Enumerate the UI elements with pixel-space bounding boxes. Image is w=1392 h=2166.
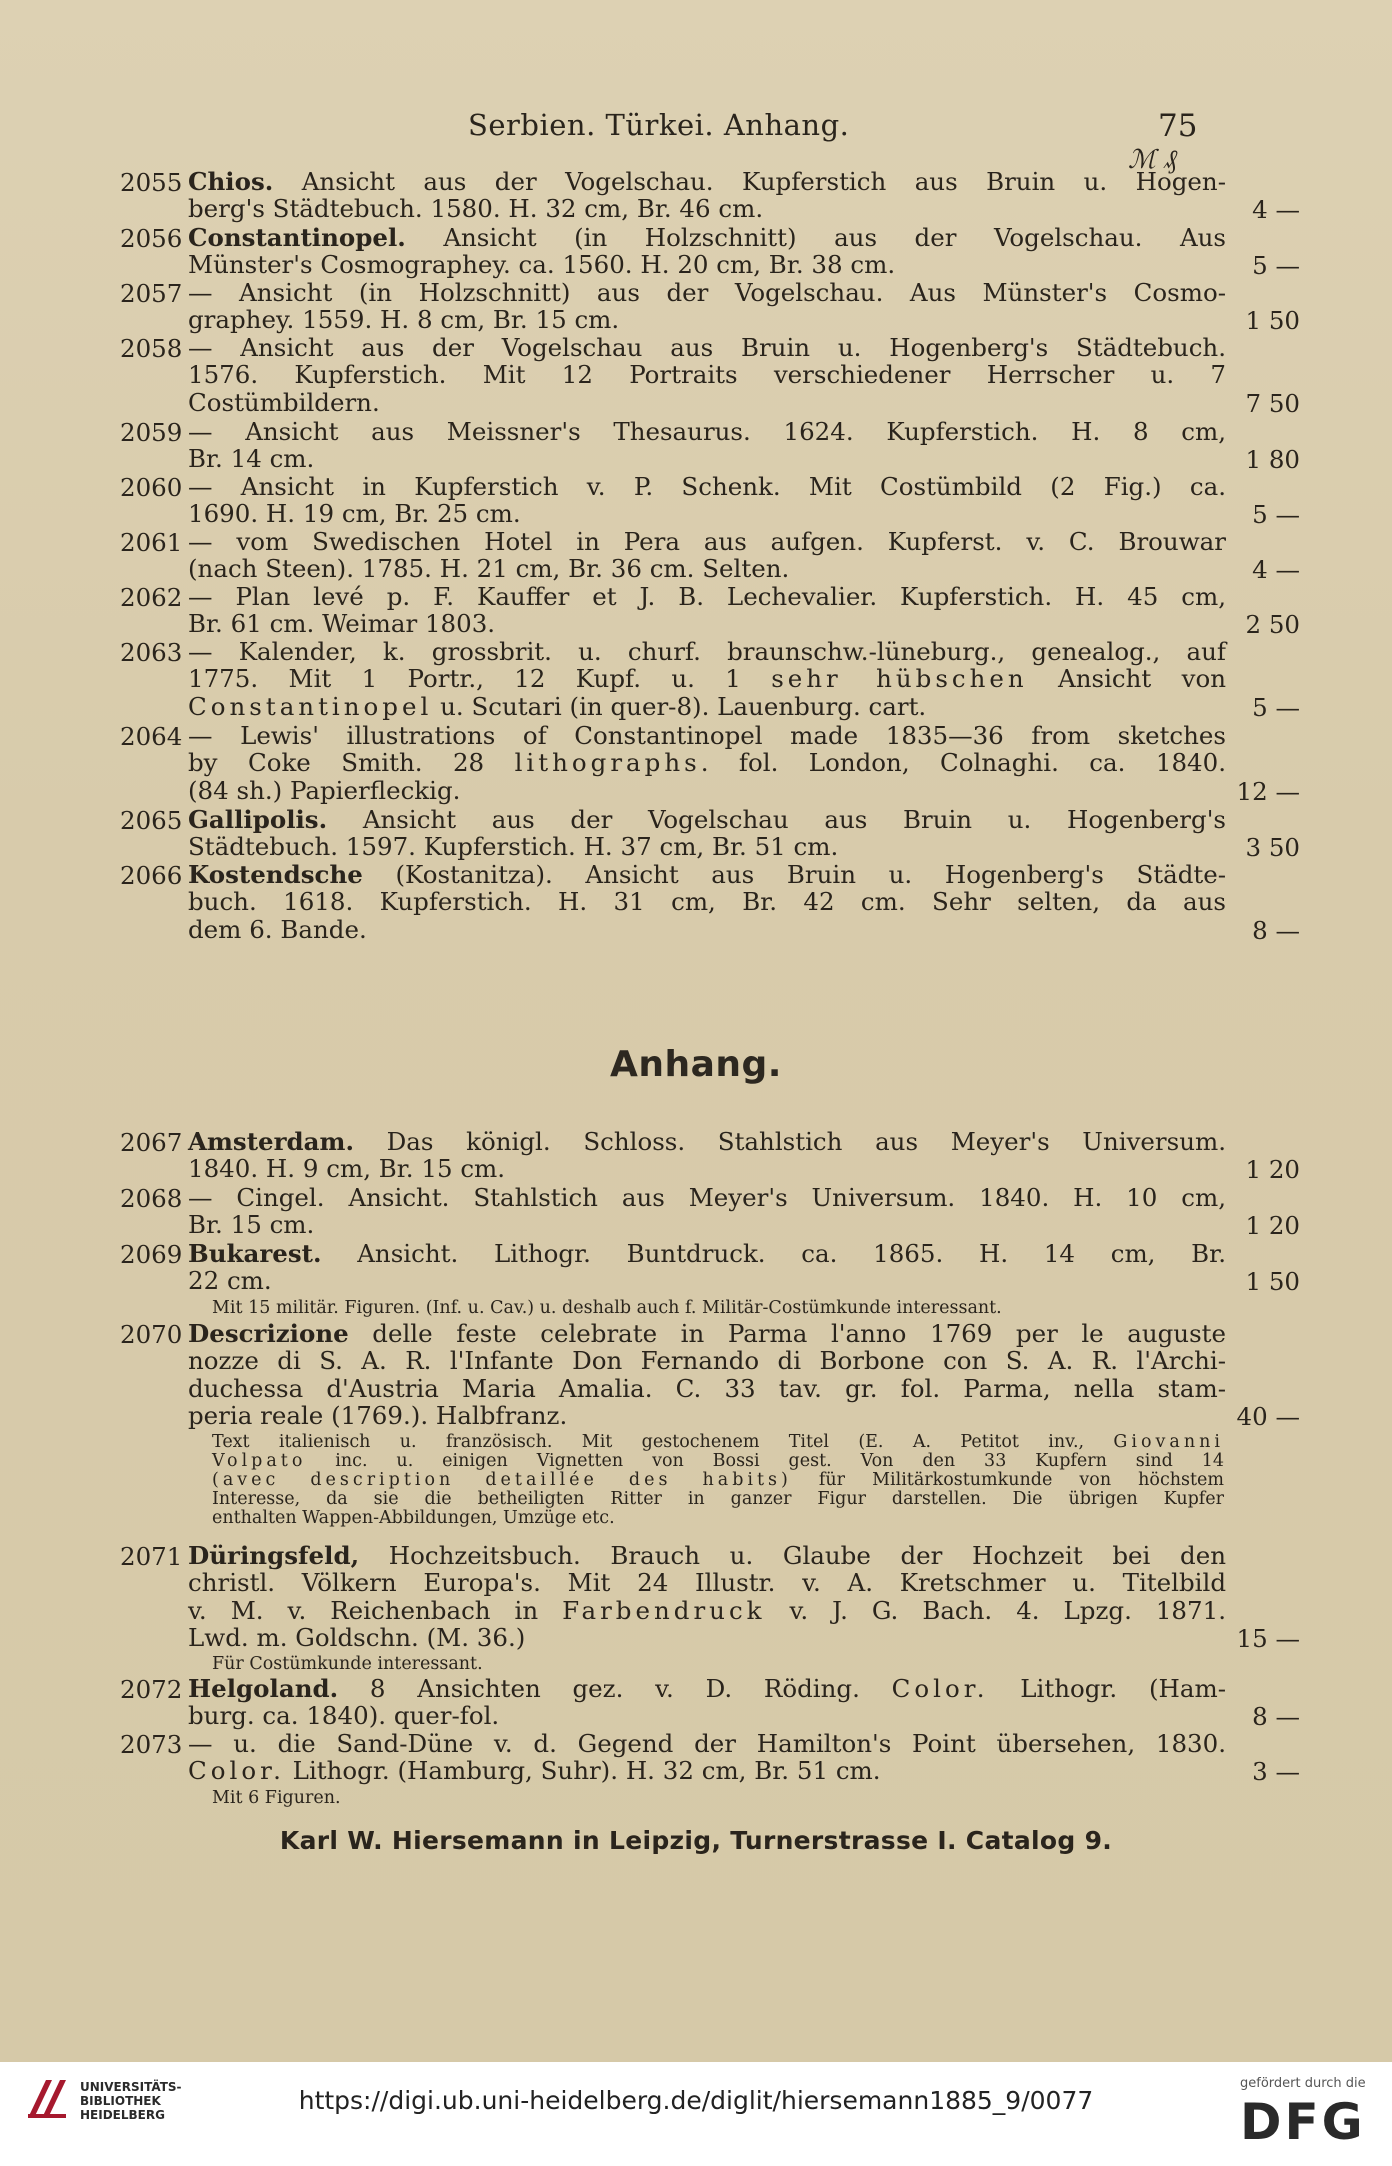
entry-number: 2072 bbox=[120, 1675, 183, 1704]
entry-text-line: (84 sh.) Papierfleckig. bbox=[188, 775, 461, 805]
entry-text-line: Descrizione delle feste celebrate in Parma l'anno 1769 per le auguste bbox=[188, 1319, 1226, 1348]
entry-number: 2057 bbox=[120, 279, 183, 308]
entry-text-line: — Plan levé p. F. Kauffer et J. B. Lechevalier. Kupferstich. H. 45 cm, bbox=[188, 582, 1226, 611]
entry-number: 2055 bbox=[120, 168, 183, 197]
entry-note-line: Mit 15 militär. Figuren. (Inf. u. Cav.) u. deshalb auch f. Militär-Costümkunde interessant. bbox=[212, 1297, 1002, 1318]
entry-text-line: 1576. Kupferstich. Mit 12 Portraits verschiedener Herrscher u. 7 bbox=[188, 360, 1226, 390]
entry-text-line: (nach Steen). 1785. H. 21 cm, Br. 36 cm. Selten. bbox=[188, 554, 790, 584]
entry-price: 1 80 bbox=[1245, 445, 1300, 475]
running-header bbox=[0, 108, 1392, 148]
university-library-name: UNIVERSITÄTS- BIBLIOTHEK HEIDELBERG bbox=[80, 2080, 182, 2122]
entry-number: 2071 bbox=[120, 1542, 183, 1571]
entry-note-line: enthalten Wappen-Abbildungen, Umzüge etc. bbox=[212, 1508, 615, 1529]
entry-note-line: Text italienisch u. französisch. Mit gestochenem Titel (E. A. Petitot inv., Giovanni bbox=[212, 1432, 1224, 1453]
entry-price: 4 — bbox=[1252, 195, 1300, 225]
entry-text-line: Br. 61 cm. Weimar 1803. bbox=[188, 609, 496, 639]
entry-text-line: Bukarest. Ansicht. Lithogr. Buntdruck. ca. 1865. H. 14 cm, Br. bbox=[188, 1239, 1226, 1268]
entry-text-line: — Ansicht in Kupferstich v. P. Schenk. Mit Costümbild (2 Fig.) ca. bbox=[188, 472, 1226, 501]
entry-text-line: — Ansicht (in Holzschnitt) aus der Vogelschau. Aus Münster's Cosmo- bbox=[188, 278, 1226, 307]
entry-price: 7 50 bbox=[1245, 388, 1300, 418]
page-number: 75 bbox=[1158, 108, 1198, 144]
entry-number: 2063 bbox=[120, 638, 183, 667]
entry-text-line: Gallipolis. Ansicht aus der Vogelschau aus Bruin u. Hogenberg's bbox=[188, 805, 1226, 834]
entry-price: 5 — bbox=[1252, 251, 1300, 281]
entry-number: 2058 bbox=[120, 334, 183, 363]
entry-number: 2068 bbox=[120, 1184, 183, 1213]
entry-text-line: Münster's Cosmographey. ca. 1560. H. 20 cm, Br. 38 cm. bbox=[188, 250, 896, 280]
entry-text-line: Costümbildern. bbox=[188, 387, 380, 417]
entry-price: 1 50 bbox=[1245, 306, 1300, 336]
entry-number: 2067 bbox=[120, 1128, 183, 1157]
entry-text-line: Br. 15 cm. bbox=[188, 1210, 315, 1240]
entry-price: 15 — bbox=[1236, 1623, 1300, 1653]
entry-note-line: Interesse, da sie die betheiligten Ritter in ganzer Figur darstellen. Die übrigen Kupfer bbox=[212, 1489, 1224, 1510]
entry-text-line: Helgoland. 8 Ansichten gez. v. D. Röding. Color. Lithogr. (Ham- bbox=[188, 1674, 1227, 1703]
entry-number: 2059 bbox=[120, 418, 183, 447]
entry-number: 2070 bbox=[120, 1320, 183, 1349]
entry-number: 2064 bbox=[120, 722, 183, 751]
entry-text-line: — u. die Sand-Düne v. d. Gegend der Hamilton's Point übersehen, 1830. bbox=[188, 1729, 1226, 1758]
entry-text-line: — vom Swedischen Hotel in Pera aus aufgen. Kupferst. v. C. Brouwar bbox=[188, 527, 1226, 556]
entry-number: 2069 bbox=[120, 1240, 183, 1269]
entry-text-line: by Coke Smith. 28 lithographs. fol. London, Colnaghi. ca. 1840. bbox=[188, 748, 1226, 778]
entry-price: 4 — bbox=[1252, 555, 1300, 585]
entry-text-line: Städtebuch. 1597. Kupferstich. H. 37 cm, Br. 51 cm. bbox=[188, 832, 839, 862]
entry-text-line: 1775. Mit 1 Portr., 12 Kupf. u. 1 sehr hübschen Ansicht von bbox=[188, 664, 1226, 694]
entry-price: 8 — bbox=[1252, 915, 1300, 945]
entry-note-line: Volpato inc. u. einigen Vignetten von Bossi gest. Von den 33 Kupfern sind 14 bbox=[212, 1451, 1224, 1472]
entry-text-line: graphey. 1559. H. 8 cm, Br. 15 cm. bbox=[188, 305, 620, 335]
entry-text-line: — Kalender, k. grossbrit. u. churf. braunschw.-lüneburg., genealog., auf bbox=[188, 637, 1226, 666]
entry-text-line: duchessa d'Austria Maria Amalia. C. 33 tav. gr. fol. Parma, nella stam- bbox=[188, 1373, 1226, 1403]
dfg-logo[interactable]: DFG bbox=[1240, 2093, 1366, 2151]
entry-number: 2066 bbox=[120, 861, 183, 890]
entry-text-line: Düringsfeld, Hochzeitsbuch. Brauch u. Glaube der Hochzeit bei den bbox=[188, 1541, 1226, 1570]
entry-text-line: Br. 14 cm. bbox=[188, 444, 315, 474]
entry-text-line: christl. Völkern Europa's. Mit 24 Illustr. v. A. Kretschmer u. Titelbild bbox=[188, 1568, 1226, 1598]
entry-text-line: — Ansicht aus der Vogelschau aus Bruin u. Hogenberg's Städtebuch. bbox=[188, 333, 1226, 362]
entry-note-line: Für Costümkunde interessant. bbox=[212, 1654, 483, 1675]
entry-price: 1 50 bbox=[1245, 1267, 1300, 1297]
entry-price: 8 — bbox=[1252, 1702, 1300, 1732]
entry-text-line: peria reale (1769.). Halbfranz. bbox=[188, 1400, 568, 1430]
entry-text-line: Color. Lithogr. (Hamburg, Suhr). H. 32 cm, Br. 51 cm. bbox=[188, 1756, 881, 1786]
entry-price: 1 20 bbox=[1245, 1155, 1300, 1185]
entry-price: 12 — bbox=[1236, 776, 1300, 806]
publisher-imprint: Karl W. Hiersemann in Leipzig, Turnerstrasse I. Catalog 9. bbox=[279, 1826, 1113, 1855]
entry-number: 2065 bbox=[120, 806, 183, 835]
entry-price: 5 — bbox=[1252, 500, 1300, 530]
entry-note-line: (avec description detaillée des habits) für Militärkostumkunde von höchstem bbox=[212, 1470, 1224, 1491]
entry-text-line: Constantinopel u. Scutari (in quer-8). Lauenburg. cart. bbox=[188, 691, 927, 721]
entry-price: 5 — bbox=[1252, 692, 1300, 722]
entry-text-line: Lwd. m. Goldschn. (M. 36.) bbox=[188, 1622, 526, 1652]
entry-text-line: Amsterdam. Das königl. Schloss. Stahlstich aus Meyer's Universum. bbox=[188, 1127, 1226, 1156]
entry-text-line: berg's Städtebuch. 1580. H. 32 cm, Br. 46 cm. bbox=[188, 194, 764, 224]
entry-text-line: — Lewis' illustrations of Constantinopel made 1835—36 from sketches bbox=[188, 721, 1226, 750]
entry-text-line: 22 cm. bbox=[188, 1266, 272, 1296]
entry-text-line: burg. ca. 1840). quer-fol. bbox=[188, 1701, 500, 1731]
entry-text-line: — Cingel. Ansicht. Stahlstich aus Meyer's Universum. 1840. H. 10 cm, bbox=[188, 1183, 1226, 1212]
section-title: Anhang. bbox=[610, 1044, 782, 1085]
entry-text-line: 1840. H. 9 cm, Br. 15 cm. bbox=[188, 1154, 506, 1184]
entry-number: 2061 bbox=[120, 528, 183, 557]
entry-number: 2060 bbox=[120, 473, 183, 502]
entry-text-line: buch. 1618. Kupferstich. H. 31 cm, Br. 42 cm. Sehr selten, da aus bbox=[188, 887, 1226, 917]
entry-text-line: v. M. v. Reichenbach in Farbendruck v. J. G. Bach. 4. Lpzg. 1871. bbox=[188, 1595, 1226, 1625]
entry-text-line: dem 6. Bande. bbox=[188, 914, 367, 944]
entry-number: 2062 bbox=[120, 583, 183, 612]
entry-text-line: — Ansicht aus Meissner's Thesaurus. 1624. Kupferstich. H. 8 cm, bbox=[188, 417, 1226, 446]
currency-units: ℳ ₰ bbox=[1128, 145, 1178, 175]
entry-text-line: Chios. Ansicht aus der Vogelschau. Kupferstich aus Bruin u. Hogen- bbox=[188, 167, 1226, 196]
entry-price: 2 50 bbox=[1245, 610, 1300, 640]
permalink-url[interactable]: https://digi.ub.uni-heidelberg.de/diglit/hiersemann1885_9/0077 bbox=[298, 2086, 1094, 2115]
entry-price: 3 50 bbox=[1245, 833, 1300, 863]
entry-price: 40 — bbox=[1236, 1401, 1300, 1431]
entry-price: 1 20 bbox=[1245, 1211, 1300, 1241]
entry-text-line: Kostendsche (Kostanitza). Ansicht aus Bruin u. Hogenberg's Städte- bbox=[188, 860, 1226, 889]
entry-number: 2056 bbox=[120, 224, 183, 253]
entry-number: 2073 bbox=[120, 1730, 183, 1759]
funder-label: gefördert durch die bbox=[1240, 2076, 1366, 2091]
entry-text-line: Constantinopel. Ansicht (in Holzschnitt) aus der Vogelschau. Aus bbox=[188, 223, 1226, 252]
entry-note-line: Mit 6 Figuren. bbox=[212, 1787, 341, 1808]
entry-text-line: 1690. H. 19 cm, Br. 25 cm. bbox=[188, 499, 521, 529]
entry-price: 3 — bbox=[1252, 1757, 1300, 1787]
running-title: Serbien. Türkei. Anhang. bbox=[468, 108, 850, 142]
entry-text-line: nozze di S. A. R. l'Infante Don Fernando di Borbone con S. A. R. l'Archi- bbox=[188, 1346, 1226, 1376]
